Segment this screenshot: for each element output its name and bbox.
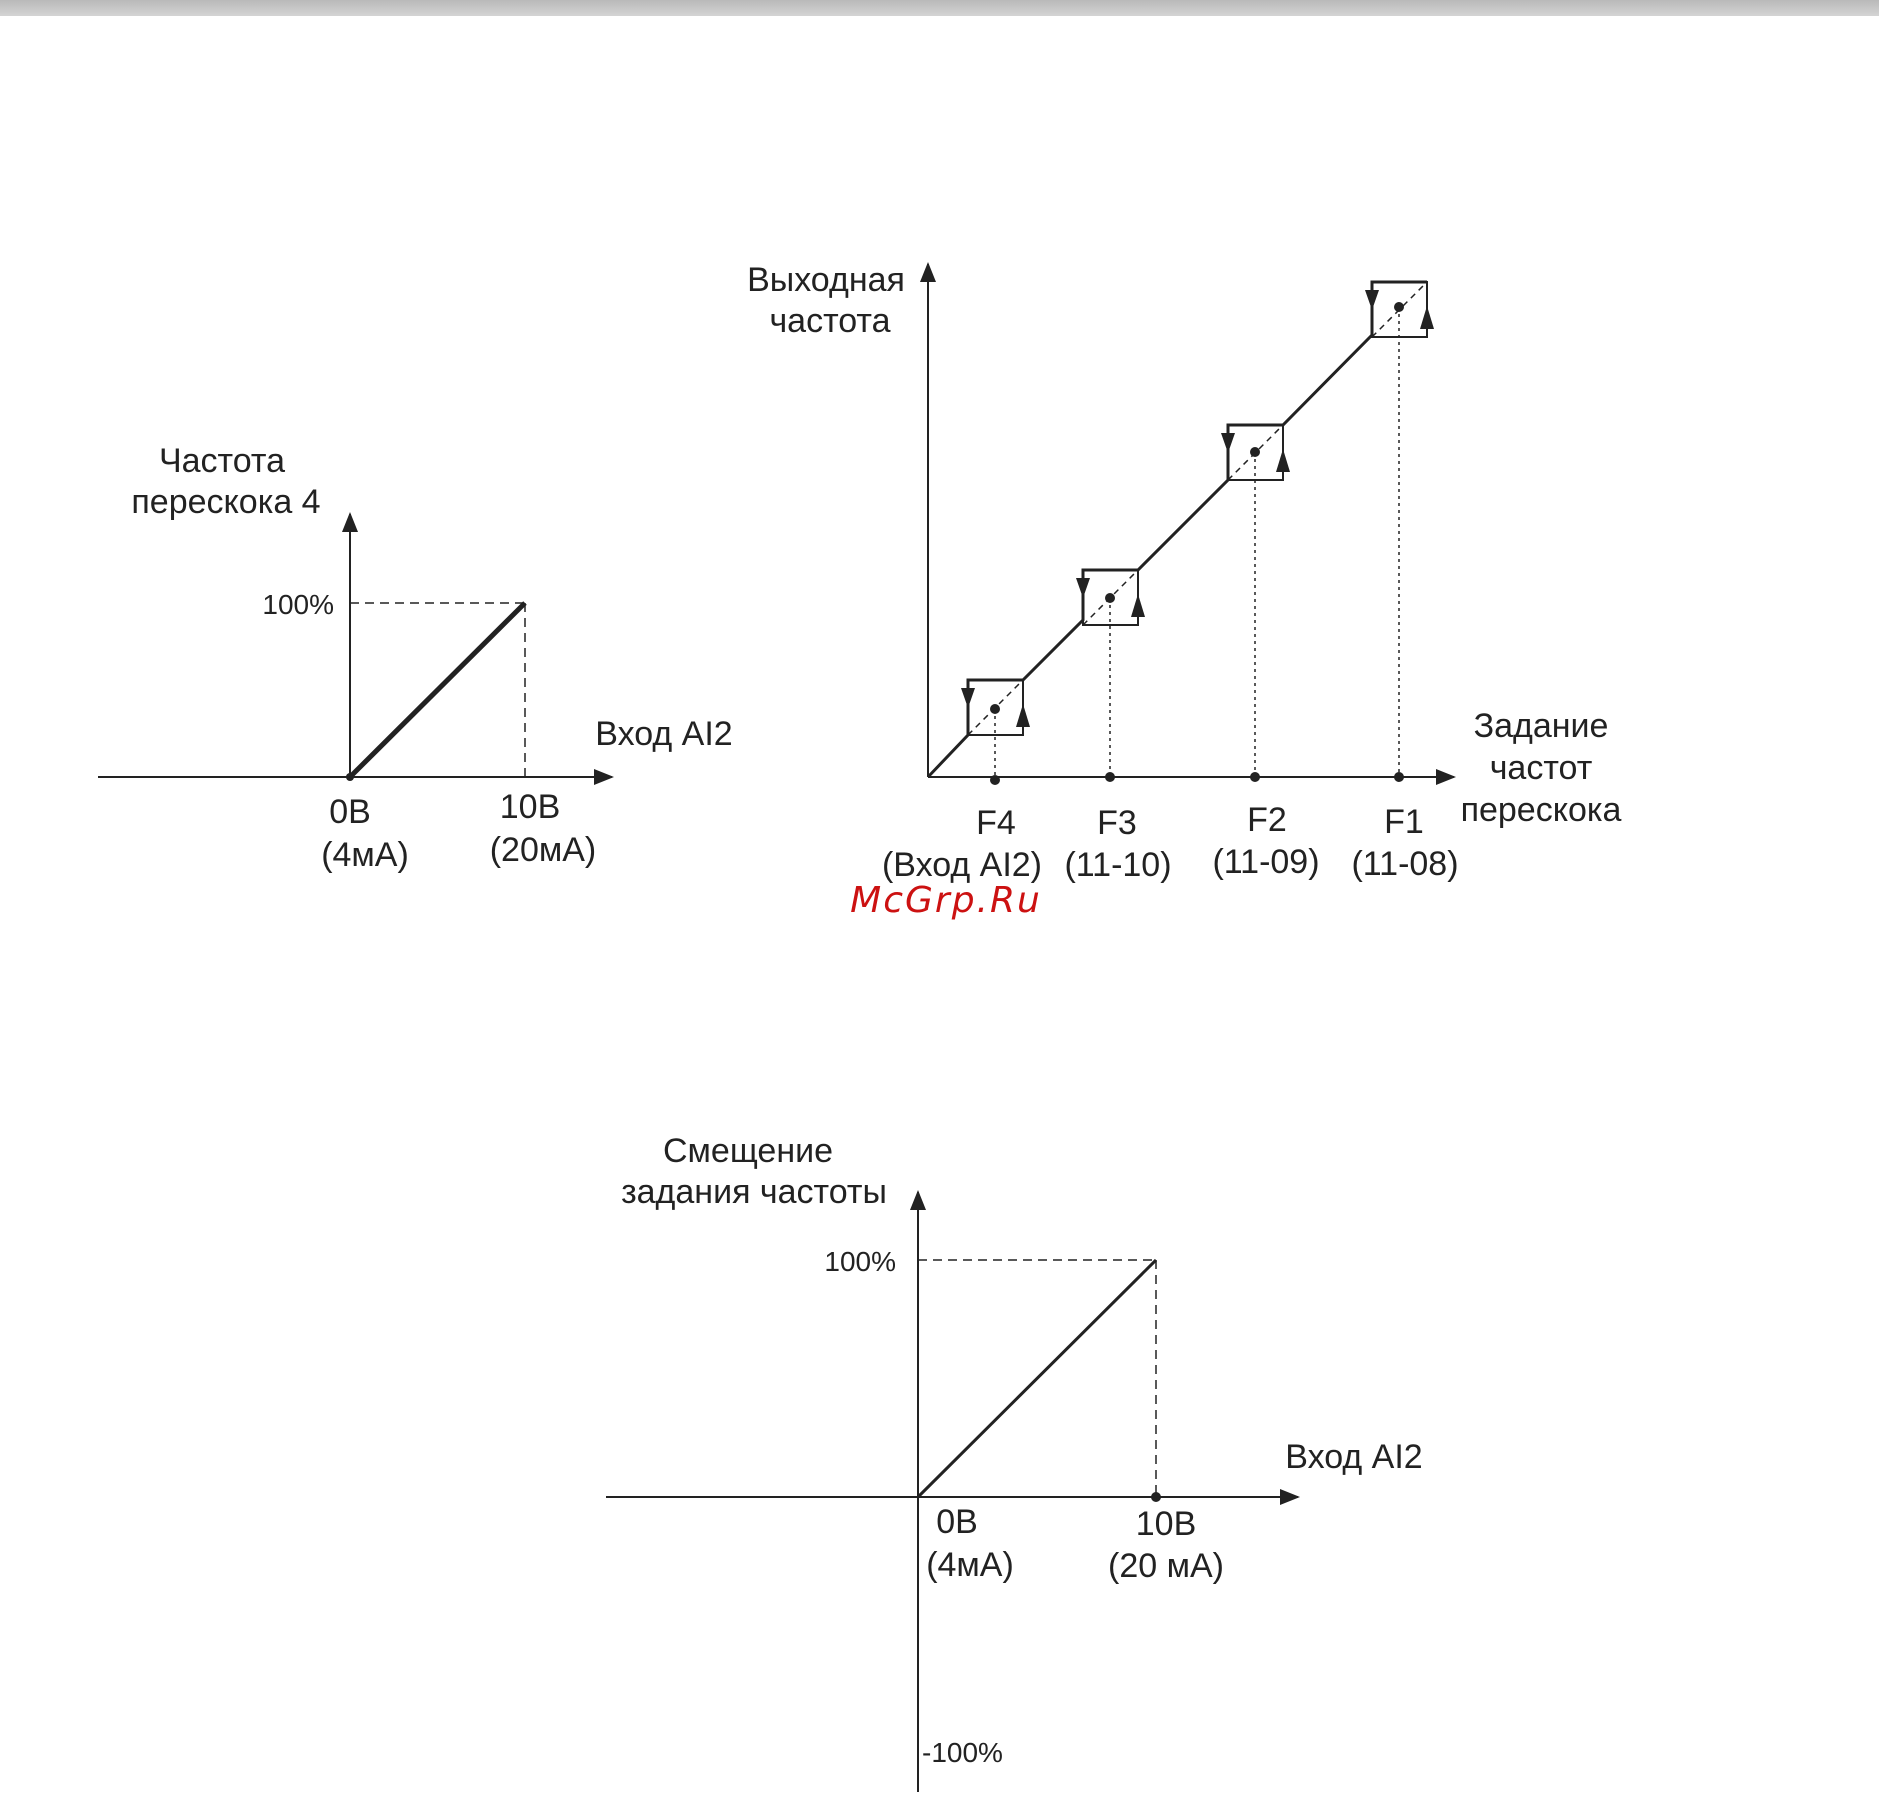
skip-point-f4-param: (Вход AI2) xyxy=(881,846,1043,884)
skip-arrow-up-f3 xyxy=(1131,594,1145,617)
skip-arrow-up-f4 xyxy=(1016,704,1030,727)
skip-output-characteristic xyxy=(928,282,1427,777)
bias-y-label-line2: задания частоты xyxy=(621,1173,887,1211)
bias-y-tick-minus-100: -100% xyxy=(922,1737,1003,1768)
bias-y-tick-100: 100% xyxy=(824,1246,896,1277)
bias-characteristic-line xyxy=(918,1260,1156,1497)
skip-arrow-down-f2 xyxy=(1221,433,1235,453)
jump4-x-tick-0-current: (4мА) xyxy=(321,836,409,874)
skip-arrow-up-f2 xyxy=(1276,449,1290,472)
jump4-y-label-line1: Частота xyxy=(158,442,286,480)
jump4-x-tick-1-volt: 10В xyxy=(499,788,561,826)
skip-axis-dot-f4 xyxy=(990,775,1000,785)
jump4-characteristic-line xyxy=(350,603,525,777)
bias-x-tick-1-volt: 10В xyxy=(1135,1505,1197,1543)
bias-y-label-line1: Смещение xyxy=(662,1132,834,1170)
skip-arrow-down-f3 xyxy=(1076,578,1090,598)
bias-x-tick-0-volt: 0В xyxy=(936,1503,978,1541)
skip-point-f2-name: F2 xyxy=(1247,801,1287,839)
diagram-frequency-bias xyxy=(606,1132,1423,1792)
bias-x-tick-dot xyxy=(1151,1492,1161,1502)
skip-y-label-line1: Выходная xyxy=(747,261,905,299)
skip-x-label-line2: частот xyxy=(1489,749,1593,787)
jump4-x-tick-0-volt: 0В xyxy=(329,793,371,831)
jump4-origin-dot xyxy=(346,773,354,781)
skip-point-f3-param: (11-10) xyxy=(1064,846,1172,884)
skip-arrow-up-f1 xyxy=(1420,306,1434,329)
skip-arrow-down-f1 xyxy=(1365,290,1379,310)
skip-point-f1-param: (11-08) xyxy=(1351,845,1459,883)
bias-x-label: Вход AI2 xyxy=(1285,1438,1423,1476)
skip-x-label-line1: Задание xyxy=(1473,707,1609,745)
diagram-jump-frequency-4 xyxy=(98,442,733,874)
skip-axis-dot-f1 xyxy=(1394,772,1404,782)
bias-x-tick-0-current: (4мА) xyxy=(926,1546,1014,1584)
jump4-x-tick-1-current: (20мА) xyxy=(489,831,597,869)
jump4-x-label: Вход AI2 xyxy=(595,715,733,753)
watermark-text: McGrp.Ru xyxy=(850,880,1042,921)
jump4-y-tick-100: 100% xyxy=(262,589,334,620)
skip-axis-dot-f3 xyxy=(1105,772,1115,782)
skip-axis-dot-f2 xyxy=(1250,772,1260,782)
skip-point-f3-name: F3 xyxy=(1097,804,1137,842)
diagram-skip-frequencies xyxy=(747,261,1621,884)
skip-point-f4-name: F4 xyxy=(976,804,1016,842)
bias-x-tick-1-current: (20 мА) xyxy=(1108,1547,1224,1585)
skip-point-f1-name: F1 xyxy=(1384,803,1424,841)
skip-x-label-line3: перескока xyxy=(1460,791,1622,829)
skip-arrow-down-f4 xyxy=(961,688,975,708)
skip-y-label-line2: частота xyxy=(769,302,891,340)
skip-point-f2-param: (11-09) xyxy=(1212,843,1320,881)
jump4-y-label-line2: перескока 4 xyxy=(131,483,321,521)
